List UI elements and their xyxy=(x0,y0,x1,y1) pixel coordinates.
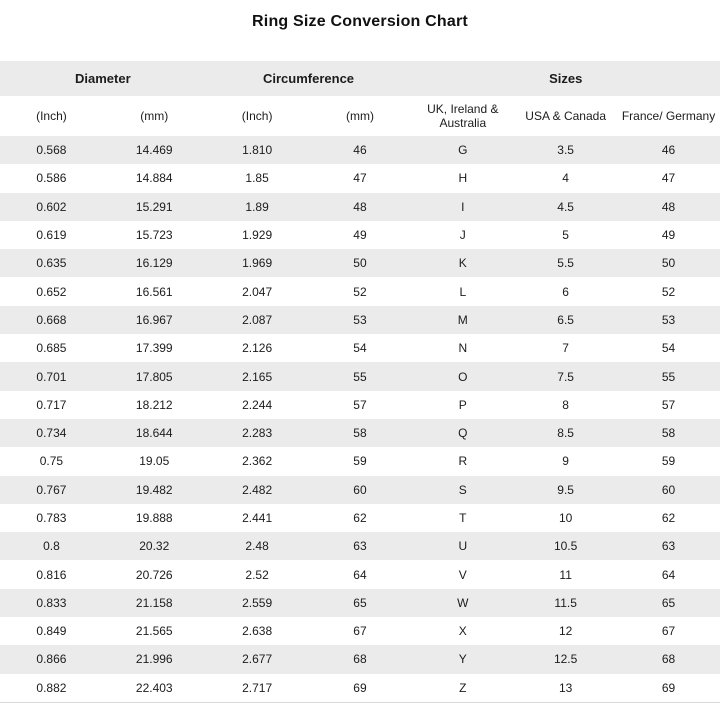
group-header-diameter: Diameter xyxy=(0,61,206,96)
table-cell: 0.833 xyxy=(0,589,103,617)
table-cell: 53 xyxy=(617,306,720,334)
column-header-row xyxy=(0,96,720,136)
table-cell: 59 xyxy=(353,454,367,469)
table-cell: 12.5 xyxy=(514,645,617,673)
table-row xyxy=(0,532,720,560)
table-cell: 21.565 xyxy=(135,624,173,639)
table-cell: 0.849 xyxy=(36,624,67,639)
table-row xyxy=(0,136,720,164)
table-cell: 0.866 xyxy=(0,645,103,673)
table-cell: 5 xyxy=(562,228,569,243)
table-cell: 58 xyxy=(309,419,412,447)
table-cell: 48 xyxy=(309,193,412,221)
table-row xyxy=(0,193,720,221)
table-cell: 11 xyxy=(559,567,572,582)
table-cell: 60 xyxy=(309,476,412,504)
table-cell: 17.399 xyxy=(135,341,173,356)
table-cell: 0.668 xyxy=(0,306,103,334)
table-cell: S xyxy=(411,476,514,504)
table-cell: 2.047 xyxy=(242,284,273,299)
table-cell: 0.75 xyxy=(39,454,64,469)
table-cell: 52 xyxy=(353,284,367,299)
table-row xyxy=(0,589,720,617)
table-cell: K xyxy=(411,249,514,277)
table-cell: 53 xyxy=(309,306,412,334)
table-cell: 17.805 xyxy=(103,362,206,390)
ring-size-conversion-table xyxy=(0,61,720,703)
table-cell: 60 xyxy=(617,476,720,504)
table-cell: 52 xyxy=(661,284,676,299)
table-cell: 2.165 xyxy=(206,362,309,390)
table-cell: 0.783 xyxy=(36,511,67,525)
table-cell: 2.52 xyxy=(245,567,269,582)
table-row xyxy=(0,419,720,447)
table-cell: M xyxy=(411,306,514,334)
group-header-circumference: Circumference xyxy=(206,61,412,96)
table-cell: 0.586 xyxy=(36,171,67,186)
table-cell: 0.816 xyxy=(36,567,67,582)
table-row xyxy=(0,391,720,419)
table-cell: 2.441 xyxy=(242,511,273,525)
table-cell: 14.469 xyxy=(103,136,206,164)
table-cell: 0.717 xyxy=(36,397,67,412)
table-cell: 67 xyxy=(353,624,367,639)
table-cell: 55 xyxy=(617,362,720,390)
table-head xyxy=(0,61,720,136)
table-row xyxy=(0,221,720,249)
table-row xyxy=(0,560,720,588)
table-cell: 0.602 xyxy=(0,193,103,221)
table-cell: 2.087 xyxy=(206,306,309,334)
column-header-diameter-mm: (mm) xyxy=(103,96,206,136)
table-cell: 47 xyxy=(353,171,367,186)
table-cell: 0.619 xyxy=(36,228,67,243)
table-row xyxy=(0,645,720,673)
table-cell: 0.734 xyxy=(0,419,103,447)
table-cell: 16.129 xyxy=(103,249,206,277)
table-cell: 54 xyxy=(661,341,676,356)
table-cell: 1.929 xyxy=(242,228,273,243)
table-cell: 64 xyxy=(353,567,367,582)
table-cell: 46 xyxy=(617,136,720,164)
table-cell: 9.5 xyxy=(514,476,617,504)
table-cell: 2.244 xyxy=(242,397,273,412)
table-cell: 2.126 xyxy=(242,341,273,356)
table-cell: P xyxy=(458,397,467,412)
table-cell: 69 xyxy=(661,680,676,695)
table-cell: 68 xyxy=(617,645,720,673)
table-cell: 0.767 xyxy=(0,476,103,504)
table-cell: 62 xyxy=(353,511,367,525)
table-cell: 65 xyxy=(309,589,412,617)
group-header-sizes: Sizes xyxy=(411,61,720,96)
table-cell: 2.362 xyxy=(242,454,273,469)
table-cell: I xyxy=(411,193,514,221)
table-cell: W xyxy=(411,589,514,617)
table-cell: L xyxy=(459,284,467,299)
table-cell: 7 xyxy=(562,341,569,356)
table-cell: 49 xyxy=(661,228,676,243)
table-cell: 19.05 xyxy=(139,454,170,469)
table-cell: 67 xyxy=(661,624,676,639)
table-cell: X xyxy=(458,624,467,639)
table-cell: 1.89 xyxy=(206,193,309,221)
table-row xyxy=(0,334,720,362)
column-header-diameter-inch: (Inch) xyxy=(0,96,103,136)
table-cell: 54 xyxy=(353,341,367,356)
table-cell: 10 xyxy=(558,511,573,525)
table-cell: U xyxy=(411,532,514,560)
table-cell: 2.717 xyxy=(242,680,273,695)
table-cell: H xyxy=(458,171,468,186)
table-cell: 2.677 xyxy=(206,645,309,673)
table-cell: Z xyxy=(459,680,467,695)
table-cell: 2.48 xyxy=(206,532,309,560)
column-header-usa-canada: USA & Canada xyxy=(514,96,617,136)
table-cell: 19.888 xyxy=(135,511,173,525)
page-title: Ring Size Conversion Chart xyxy=(252,13,468,30)
table-cell: 16.967 xyxy=(103,306,206,334)
table-cell: 0.685 xyxy=(36,341,67,356)
table-cell: 4 xyxy=(562,171,569,186)
table-cell: O xyxy=(411,362,514,390)
table-row xyxy=(0,164,720,192)
table-cell: 15.723 xyxy=(135,228,173,243)
table-cell: 1.969 xyxy=(206,249,309,277)
table-cell: 11.5 xyxy=(514,589,617,617)
table-cell: 3.5 xyxy=(514,136,617,164)
table-cell: G xyxy=(411,136,514,164)
table-cell: 57 xyxy=(661,397,676,412)
table-cell: 0.635 xyxy=(0,249,103,277)
table-cell: Q xyxy=(411,419,514,447)
table-cell: 20.726 xyxy=(135,567,173,582)
table-cell: 22.403 xyxy=(135,680,173,695)
table-cell: 8 xyxy=(562,397,569,412)
table-cell: 50 xyxy=(617,249,720,277)
table-cell: 59 xyxy=(661,454,676,469)
table-row xyxy=(0,674,720,703)
table-row xyxy=(0,504,720,532)
table-cell: 58 xyxy=(617,419,720,447)
table-cell: 19.482 xyxy=(103,476,206,504)
table-cell: 47 xyxy=(661,171,676,186)
table-row xyxy=(0,362,720,390)
table-cell: 16.561 xyxy=(135,284,173,299)
table-cell: 0.701 xyxy=(0,362,103,390)
table-cell: V xyxy=(458,567,467,582)
table-cell: N xyxy=(458,341,468,356)
table-body xyxy=(0,136,720,702)
table-cell: 6.5 xyxy=(514,306,617,334)
table-cell: 9 xyxy=(562,454,569,469)
table-cell: R xyxy=(458,454,468,469)
table-cell: J xyxy=(459,228,466,243)
table-cell: 0.568 xyxy=(0,136,103,164)
table-cell: 18.212 xyxy=(135,397,173,412)
table-cell: 21.996 xyxy=(103,645,206,673)
table-cell: 14.884 xyxy=(135,171,173,186)
table-cell: 2.559 xyxy=(206,589,309,617)
group-header-row xyxy=(0,61,720,96)
table-cell: 55 xyxy=(309,362,412,390)
table-cell: 2.638 xyxy=(242,624,273,639)
table-cell: 62 xyxy=(661,511,676,525)
table-cell: 2.283 xyxy=(206,419,309,447)
table-cell: 0.8 xyxy=(0,532,103,560)
table-cell: 2.482 xyxy=(206,476,309,504)
table-cell: 63 xyxy=(309,532,412,560)
table-row xyxy=(0,249,720,277)
table-cell: 0.882 xyxy=(36,680,67,695)
table-row xyxy=(0,617,720,645)
table-cell: 13 xyxy=(558,680,573,695)
table-cell: 64 xyxy=(661,567,676,582)
table-row xyxy=(0,306,720,334)
table-cell: T xyxy=(459,511,467,525)
table-cell: 69 xyxy=(353,680,367,695)
table-cell: 1.810 xyxy=(206,136,309,164)
table-row xyxy=(0,476,720,504)
column-header-france-germany: France/ Germany xyxy=(617,96,720,136)
table-cell: 0.652 xyxy=(36,284,67,299)
table-row xyxy=(0,447,720,475)
table-cell: 50 xyxy=(309,249,412,277)
table-cell: 65 xyxy=(617,589,720,617)
table-cell: 63 xyxy=(617,532,720,560)
table-cell: 7.5 xyxy=(514,362,617,390)
table-cell: 18.644 xyxy=(103,419,206,447)
table-cell: 8.5 xyxy=(514,419,617,447)
table-cell: 4.5 xyxy=(514,193,617,221)
table-cell: 46 xyxy=(309,136,412,164)
table-cell: 48 xyxy=(617,193,720,221)
table-cell: 12 xyxy=(558,624,573,639)
table-cell: 68 xyxy=(309,645,412,673)
column-header-uk-ireland-australia: UK, Ireland & Australia xyxy=(411,96,514,136)
table-cell: 6 xyxy=(562,284,569,299)
table-cell: 57 xyxy=(353,397,367,412)
table-cell: Y xyxy=(411,645,514,673)
table-cell: 1.85 xyxy=(245,171,269,186)
table-cell: 49 xyxy=(353,228,367,243)
table-row xyxy=(0,277,720,305)
table-cell: 5.5 xyxy=(514,249,617,277)
table-cell: 21.158 xyxy=(103,589,206,617)
table-cell: 20.32 xyxy=(103,532,206,560)
table-cell: 10.5 xyxy=(514,532,617,560)
column-header-circumference-inch: (Inch) xyxy=(206,96,309,136)
table-cell: 15.291 xyxy=(103,193,206,221)
column-header-circumference-mm: (mm) xyxy=(309,96,412,136)
